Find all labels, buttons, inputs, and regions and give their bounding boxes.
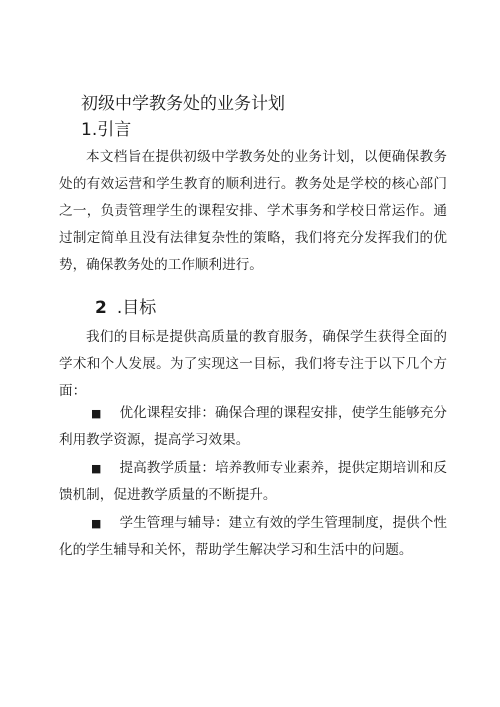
goal-bullet-item — [59, 510, 447, 564]
square-bullet-icon: ■ — [91, 462, 102, 475]
goal-bullet-item — [59, 400, 447, 454]
goal-bullet-item — [59, 455, 447, 509]
square-bullet-icon: ■ — [91, 517, 102, 530]
section-heading-text: .目标 — [116, 298, 157, 318]
section-number: 2 — [95, 298, 107, 318]
section-heading-goals — [95, 296, 156, 320]
goal-bullet-text: 学生管理与辅导：建立有效的学生管理制度，提供个性化的学生辅导和关怀，帮助学生解决学习和生活中的问题。 — [59, 515, 447, 558]
goals-paragraph: 我们的目标是提供高质量的教育服务，确保学生获得全面的学术和个人发展。为了实现这一目标，我们将专注于以下几个方面： — [59, 329, 447, 399]
document-title: 初级中学教务处的业务计划 — [81, 94, 285, 114]
section-heading-introduction: 1.引言 — [81, 120, 132, 140]
goal-bullet-text: 提高教学质量：培养教师专业素养，提供定期培训和反馈机制，促进教学质量的不断提升。 — [59, 460, 447, 503]
introduction-paragraph: 本文档旨在提供初级中学教务处的业务计划，以便确保教务处的有效运营和学生教育的顺利进行。教务处是学校的核心部门之一，负责管理学生的课程安排、学术事务和学校日常运作。通过制定简单且没有法律复杂性的策略，我们将充分发挥我们的优势，确保教务处的工作顺利进行。 — [59, 149, 447, 273]
goal-bullet-text: 优化课程安排：确保合理的课程安排，使学生能够充分利用教学资源，提高学习效果。 — [59, 405, 447, 448]
square-bullet-icon: ■ — [91, 407, 102, 420]
